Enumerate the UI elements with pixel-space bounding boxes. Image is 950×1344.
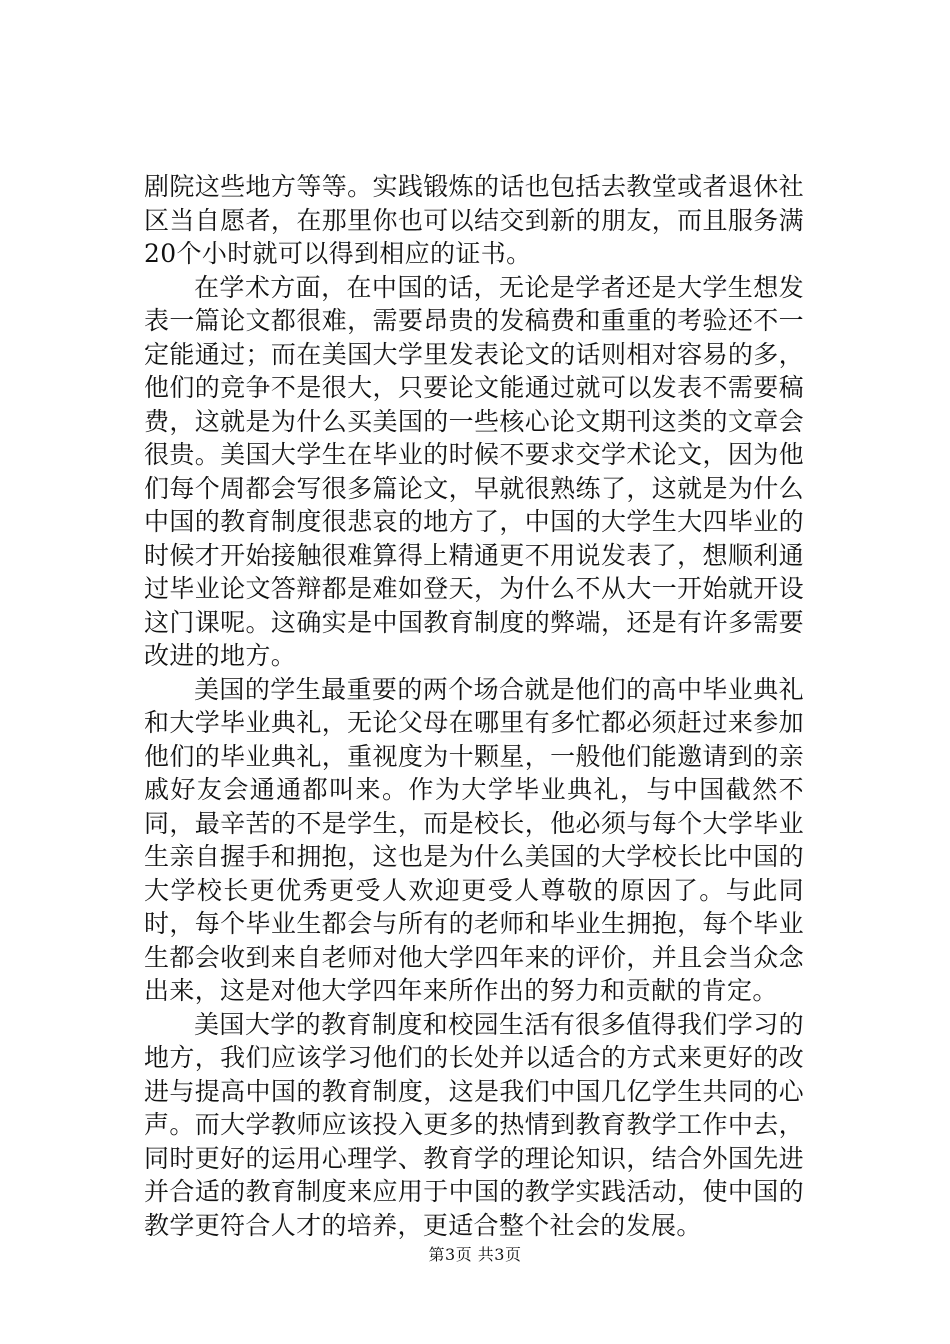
paragraph-graduation: 美国的学生最重要的两个场合就是他们的高中毕业典礼和大学毕业典礼，无论父母在哪里有多忙都必须赶过来参加他们的毕业典礼，重视度为十颗星，一般他们能邀请到的亲戚好友会通通都叫来。作为大学毕业典礼，与中国截然不同，最辛苦的不是学生，而是校长，他必须与每个大学毕业生亲自握手和拥抱，这也是为什么美国的大学校长比中国的大学校长更优秀更受人欢迎更受人尊敬的原因了。与此同时，每个毕业生都会与所有的老师和毕业生拥抱，每个毕业生都会收到来自老师对他大学四年来的评价，并且会当众念出来，这是对他大学四年来所作出的努力和贡献的肯定。	[144, 674, 804, 1005]
paragraph-academic: 在学术方面，在中国的话，无论是学者还是大学生想发表一篇论文都很难，需要昂贵的发稿费和重重的考验还不一定能通过；而在美国大学里发表论文的话则相对容易的多，他们的竞争不是很大，只要论文能通过就可以发表不需要稿费，这就是为什么买美国的一些核心论文期刊这类的文章会很贵。美国大学生在毕业的时候不要求交学术论文，因为他们每个周都会写很多篇论文，早就很熟练了，这就是为什么中国的教育制度很悲哀的地方了，中国的大学生大四毕业的时候才开始接触很难算得上精通更不用说发表了，想顺利通过毕业论文答辩都是难如登天，为什么不从大一开始就开设这门课呢。这确实是中国教育制度的弊端，还是有许多需要改进的地方。	[144, 272, 804, 670]
paragraph-continuation: 剧院这些地方等等。实践锻炼的话也包括去教堂或者退休社区当自愿者，在那里你也可以结交到新的朋友，而且服务满20个小时就可以得到相应的证书。	[144, 172, 804, 268]
paragraph-conclusion: 美国大学的教育制度和校园生活有很多值得我们学习的地方，我们应该学习他们的长处并以适合的方式来更好的改进与提高中国的教育制度，这是我们中国几亿学生共同的心声。而大学教师应该投入更多的热情到教育教学工作中去，同时更好的运用心理学、教育学的理论知识，结合外国先进并合适的教育制度来应用于中国的教学实践活动，使中国的教学更符合人才的培养，更适合整个社会的发展。	[144, 1009, 804, 1240]
page-number-footer: 第3页 共3页	[428, 1245, 522, 1264]
document-body	[144, 170, 804, 1242]
